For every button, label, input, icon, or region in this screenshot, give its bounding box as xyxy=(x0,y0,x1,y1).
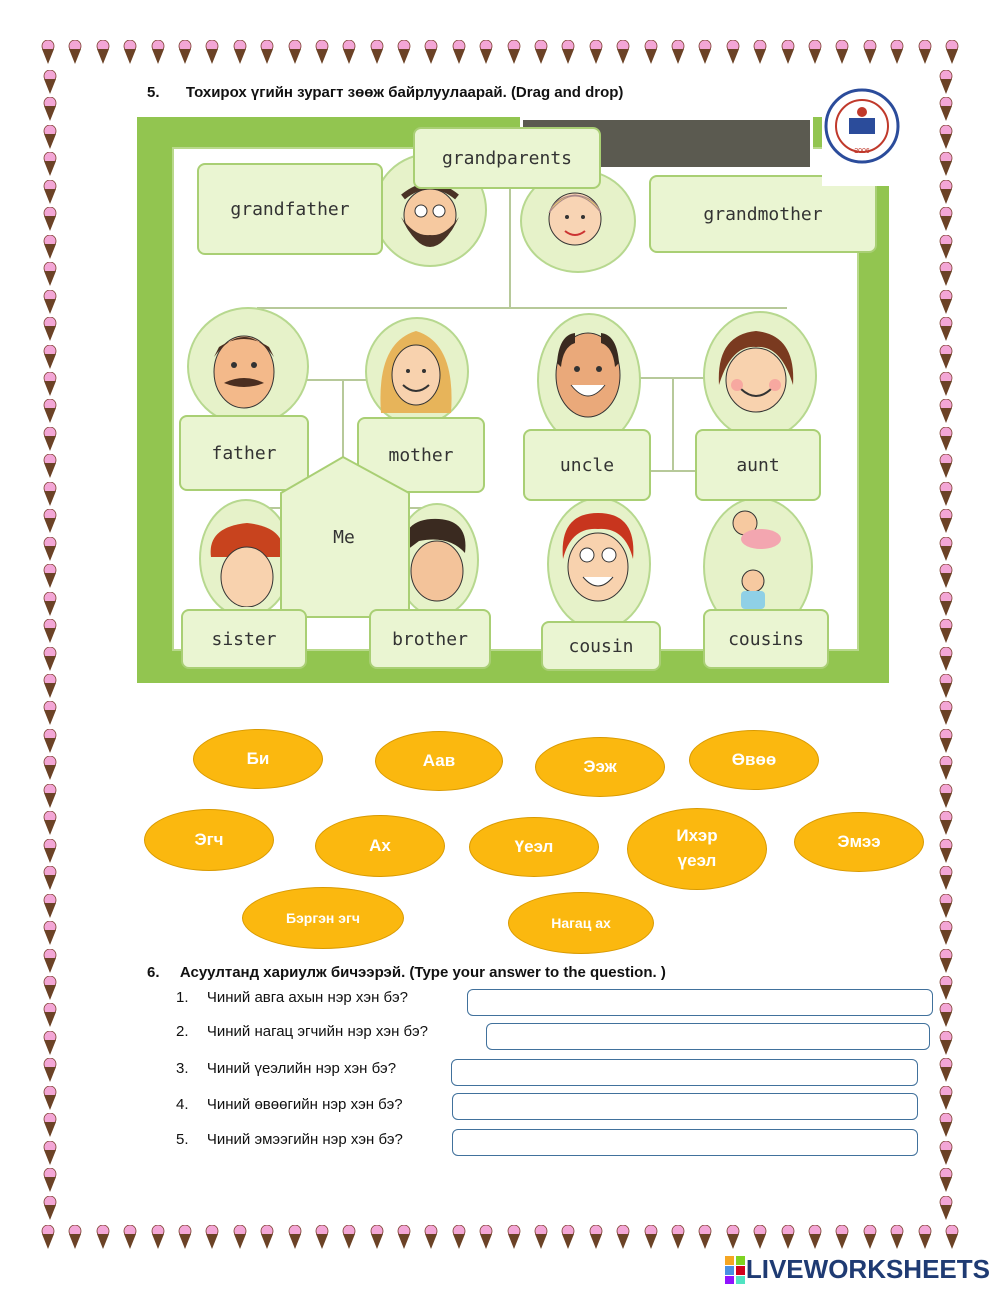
ice-cream-cone-icon xyxy=(834,1225,850,1249)
label-cousin: cousin xyxy=(541,621,661,671)
ice-cream-cone-icon xyxy=(42,619,58,643)
ice-cream-cone-icon xyxy=(938,1058,954,1082)
ice-cream-cone-icon xyxy=(42,647,58,671)
ice-cream-cone-icon xyxy=(42,152,58,176)
ice-cream-cone-icon xyxy=(42,976,58,1000)
ice-cream-cone-icon xyxy=(670,40,686,64)
ice-cream-cone-icon xyxy=(42,180,58,204)
sister-cartoon xyxy=(207,517,287,607)
ice-cream-cone-icon xyxy=(204,40,220,64)
ice-cream-cone-icon xyxy=(42,564,58,588)
grandmother-cartoon xyxy=(535,179,615,259)
ice-cream-cone-icon xyxy=(67,1225,83,1249)
ice-cream-cone-icon xyxy=(287,40,303,64)
ice-cream-cone-icon xyxy=(938,784,954,808)
ice-cream-cone-icon xyxy=(42,317,58,341)
chip-uvuu[interactable]: Өвөө xyxy=(689,730,819,790)
liveworksheets-icon xyxy=(724,1255,746,1285)
label-cousins: cousins xyxy=(703,609,829,669)
ice-cream-cone-icon xyxy=(670,1225,686,1249)
ice-cream-cone-icon xyxy=(314,1225,330,1249)
ice-cream-cone-icon xyxy=(451,40,467,64)
chip-nagats-akh[interactable]: Нагац ах xyxy=(508,892,654,954)
ice-cream-cone-icon xyxy=(259,40,275,64)
ice-cream-cone-icon xyxy=(643,40,659,64)
ice-cream-cone-icon xyxy=(938,180,954,204)
ice-cream-cone-icon xyxy=(938,372,954,396)
ice-cream-cone-icon xyxy=(889,40,905,64)
ice-cream-cone-icon xyxy=(938,866,954,890)
ice-cream-cone-icon xyxy=(938,482,954,506)
ice-cream-cone-icon xyxy=(643,1225,659,1249)
ice-cream-cone-icon xyxy=(938,509,954,533)
answer-input-4[interactable] xyxy=(452,1093,918,1120)
top-border xyxy=(40,40,960,66)
ice-cream-cone-icon xyxy=(533,40,549,64)
ice-cream-cone-icon xyxy=(42,1003,58,1027)
ice-cream-cone-icon xyxy=(725,1225,741,1249)
ice-cream-cone-icon xyxy=(150,40,166,64)
ice-cream-cone-icon xyxy=(938,207,954,231)
ice-cream-cone-icon xyxy=(588,1225,604,1249)
ice-cream-cone-icon xyxy=(862,40,878,64)
ice-cream-cone-icon xyxy=(938,399,954,423)
ice-cream-cone-icon xyxy=(725,40,741,64)
ice-cream-cone-icon xyxy=(122,40,138,64)
family-tree-image xyxy=(137,117,889,683)
ice-cream-cone-icon xyxy=(42,290,58,314)
ice-cream-cone-icon xyxy=(938,317,954,341)
ice-cream-cone-icon xyxy=(938,811,954,835)
right-border xyxy=(938,70,958,1220)
ice-cream-cone-icon xyxy=(506,1225,522,1249)
label-me: Me xyxy=(333,526,355,548)
label-sister: sister xyxy=(181,609,307,669)
logo-year: 2006 xyxy=(854,148,870,155)
liveworksheets-logo xyxy=(724,1254,990,1285)
ice-cream-cone-icon xyxy=(40,1225,56,1249)
ice-cream-cone-icon xyxy=(42,894,58,918)
question-3: 3. Чиний үеэлийн нэр хэн бэ? xyxy=(176,1060,397,1077)
ice-cream-cone-icon xyxy=(42,701,58,725)
ice-cream-cone-icon xyxy=(938,537,954,561)
ice-cream-cone-icon xyxy=(938,701,954,725)
ice-cream-cone-icon xyxy=(938,125,954,149)
ice-cream-cone-icon xyxy=(938,1031,954,1055)
ice-cream-cone-icon xyxy=(560,40,576,64)
ice-cream-cone-icon xyxy=(42,1168,58,1192)
aunt-cartoon xyxy=(711,325,801,420)
ice-cream-cone-icon xyxy=(938,674,954,698)
ice-cream-cone-icon xyxy=(938,619,954,643)
ice-cream-cone-icon xyxy=(67,40,83,64)
chip-emee[interactable]: Эмээ xyxy=(794,812,924,872)
ice-cream-cone-icon xyxy=(938,1003,954,1027)
ice-cream-cone-icon xyxy=(42,921,58,945)
label-father: father xyxy=(179,415,309,491)
ice-cream-cone-icon xyxy=(588,40,604,64)
ice-cream-cone-icon xyxy=(42,1058,58,1082)
ice-cream-cone-icon xyxy=(938,756,954,780)
ice-cream-cone-icon xyxy=(42,1141,58,1165)
ice-cream-cone-icon xyxy=(938,647,954,671)
ice-cream-cone-icon xyxy=(917,40,933,64)
answer-input-2[interactable] xyxy=(486,1023,930,1050)
ice-cream-cone-icon xyxy=(287,1225,303,1249)
ice-cream-cone-icon xyxy=(42,674,58,698)
chip-akh[interactable]: Ах xyxy=(315,815,445,877)
ice-cream-cone-icon xyxy=(938,1086,954,1110)
ice-cream-cone-icon xyxy=(938,152,954,176)
ice-cream-cone-icon xyxy=(232,40,248,64)
ice-cream-cone-icon xyxy=(259,1225,275,1249)
ice-cream-cone-icon xyxy=(177,40,193,64)
ice-cream-cone-icon xyxy=(95,1225,111,1249)
ice-cream-cone-icon xyxy=(42,70,58,94)
uncle-cartoon xyxy=(545,323,631,423)
ice-cream-cone-icon xyxy=(560,1225,576,1249)
ice-cream-cone-icon xyxy=(697,1225,713,1249)
ice-cream-cone-icon xyxy=(938,976,954,1000)
ice-cream-cone-icon xyxy=(938,894,954,918)
ice-cream-cone-icon xyxy=(314,40,330,64)
ice-cream-cone-icon xyxy=(42,482,58,506)
ice-cream-cone-icon xyxy=(938,1141,954,1165)
question-2: 2. Чиний нагац эгчийн нэр хэн бэ? xyxy=(176,1023,428,1040)
cousin-cartoon xyxy=(555,509,641,609)
ice-cream-cone-icon xyxy=(42,839,58,863)
answer-input-1[interactable] xyxy=(467,989,933,1016)
bottom-border xyxy=(40,1225,960,1251)
ice-cream-cone-icon xyxy=(232,1225,248,1249)
ice-cream-cone-icon xyxy=(938,262,954,286)
ice-cream-cone-icon xyxy=(697,40,713,64)
ice-cream-cone-icon xyxy=(42,1086,58,1110)
ice-cream-cone-icon xyxy=(42,811,58,835)
ice-cream-cone-icon xyxy=(917,1225,933,1249)
ice-cream-cone-icon xyxy=(42,454,58,478)
ice-cream-cone-icon xyxy=(341,1225,357,1249)
ice-cream-cone-icon xyxy=(780,40,796,64)
ice-cream-cone-icon xyxy=(42,949,58,973)
father-cartoon xyxy=(199,317,289,412)
ice-cream-cone-icon xyxy=(95,40,111,64)
ice-cream-cone-icon xyxy=(944,40,960,64)
chip-eej[interactable]: Ээж xyxy=(535,737,665,797)
liveworksheets-text: LIVEWORKSHEETS xyxy=(745,1254,990,1284)
ice-cream-cone-icon xyxy=(204,1225,220,1249)
ice-cream-cone-icon xyxy=(889,1225,905,1249)
ice-cream-cone-icon xyxy=(752,40,768,64)
label-mother: mother xyxy=(357,417,485,493)
ice-cream-cone-icon xyxy=(42,1113,58,1137)
label-grandparents: grandparents xyxy=(413,127,601,189)
ice-cream-cone-icon xyxy=(938,290,954,314)
ice-cream-cone-icon xyxy=(42,235,58,259)
ice-cream-cone-icon xyxy=(42,784,58,808)
label-aunt: aunt xyxy=(695,429,821,501)
ice-cream-cone-icon xyxy=(807,40,823,64)
ice-cream-cone-icon xyxy=(780,1225,796,1249)
ice-cream-cone-icon xyxy=(42,592,58,616)
ice-cream-cone-icon xyxy=(42,729,58,753)
section6-title xyxy=(147,964,666,981)
section5-text: Тохирох үгийн зурагт зөөж байрлуулаарай. (Drag and drop) xyxy=(185,84,624,101)
section6-number: 6. xyxy=(147,964,160,981)
chip-bergen-egch[interactable]: Бэргэн эгч xyxy=(242,887,404,949)
ice-cream-cone-icon xyxy=(42,1196,58,1220)
ice-cream-cone-icon xyxy=(369,1225,385,1249)
ice-cream-cone-icon xyxy=(938,235,954,259)
question-1: 1. Чиний авга ахын нэр хэн бэ? xyxy=(176,989,408,1006)
ice-cream-cone-icon xyxy=(862,1225,878,1249)
ice-cream-cone-icon xyxy=(938,345,954,369)
ice-cream-cone-icon xyxy=(42,1031,58,1055)
mother-cartoon xyxy=(371,323,461,418)
ice-cream-cone-icon xyxy=(615,1225,631,1249)
label-brother: brother xyxy=(369,609,491,669)
ice-cream-cone-icon xyxy=(752,1225,768,1249)
ice-cream-cone-icon xyxy=(42,866,58,890)
ice-cream-cone-icon xyxy=(938,949,954,973)
ice-cream-cone-icon xyxy=(122,1225,138,1249)
ice-cream-cone-icon xyxy=(478,1225,494,1249)
ice-cream-cone-icon xyxy=(42,427,58,451)
chip-ikher-ueel[interactable]: Ихэр үеэл xyxy=(627,808,767,890)
section6-text: Асуултанд хариулж бичээрэй. (Type your answer to the question. ) xyxy=(179,964,666,981)
ice-cream-cone-icon xyxy=(506,40,522,64)
ice-cream-cone-icon xyxy=(938,454,954,478)
ice-cream-cone-icon xyxy=(938,729,954,753)
left-border xyxy=(42,70,62,1220)
ice-cream-cone-icon xyxy=(938,1113,954,1137)
ice-cream-cone-icon xyxy=(533,1225,549,1249)
ice-cream-cone-icon xyxy=(938,97,954,121)
chip-ueel[interactable]: Үеэл xyxy=(469,817,599,877)
grandfather-cartoon xyxy=(385,177,475,267)
ice-cream-cone-icon xyxy=(938,921,954,945)
ice-cream-cone-icon xyxy=(42,537,58,561)
ice-cream-cone-icon xyxy=(938,564,954,588)
section5-number: 5. xyxy=(147,84,160,101)
label-grandmother: grandmother xyxy=(649,175,877,253)
ice-cream-cone-icon xyxy=(396,1225,412,1249)
ice-cream-cone-icon xyxy=(42,756,58,780)
ice-cream-cone-icon xyxy=(938,592,954,616)
ice-cream-cone-icon xyxy=(42,372,58,396)
ice-cream-cone-icon xyxy=(423,40,439,64)
ice-cream-cone-icon xyxy=(938,70,954,94)
answer-input-5[interactable] xyxy=(452,1129,918,1156)
label-uncle: uncle xyxy=(523,429,651,501)
ice-cream-cone-icon xyxy=(938,427,954,451)
ice-cream-cone-icon xyxy=(369,40,385,64)
ice-cream-cone-icon xyxy=(396,40,412,64)
ice-cream-cone-icon xyxy=(451,1225,467,1249)
ice-cream-cone-icon xyxy=(423,1225,439,1249)
chip-aav[interactable]: Аав xyxy=(375,731,503,791)
question-4: 4. Чиний өвөөгийн нэр хэн бэ? xyxy=(176,1096,403,1113)
ice-cream-cone-icon xyxy=(478,40,494,64)
babies-cartoon xyxy=(723,505,789,615)
ice-cream-cone-icon xyxy=(615,40,631,64)
chip-egch[interactable]: Эгч xyxy=(144,809,274,871)
ice-cream-cone-icon xyxy=(42,262,58,286)
ice-cream-cone-icon xyxy=(42,399,58,423)
ice-cream-cone-icon xyxy=(944,1225,960,1249)
chip-bi[interactable]: Би xyxy=(193,729,323,789)
ice-cream-cone-icon xyxy=(177,1225,193,1249)
ice-cream-cone-icon xyxy=(807,1225,823,1249)
ice-cream-cone-icon xyxy=(42,509,58,533)
label-grandfather: grandfather xyxy=(197,163,383,255)
school-logo xyxy=(822,78,902,186)
ice-cream-cone-icon xyxy=(938,1196,954,1220)
ice-cream-cone-icon xyxy=(42,345,58,369)
ice-cream-cone-icon xyxy=(42,207,58,231)
ice-cream-cone-icon xyxy=(150,1225,166,1249)
ice-cream-cone-icon xyxy=(42,97,58,121)
ice-cream-cone-icon xyxy=(834,40,850,64)
section5-title xyxy=(147,84,623,101)
ice-cream-cone-icon xyxy=(938,839,954,863)
ice-cream-cone-icon xyxy=(42,125,58,149)
ice-cream-cone-icon xyxy=(341,40,357,64)
question-5: 5. Чиний эмээгийн нэр хэн бэ? xyxy=(176,1131,403,1148)
ice-cream-cone-icon xyxy=(938,1168,954,1192)
ice-cream-cone-icon xyxy=(40,40,56,64)
answer-input-3[interactable] xyxy=(451,1059,918,1086)
